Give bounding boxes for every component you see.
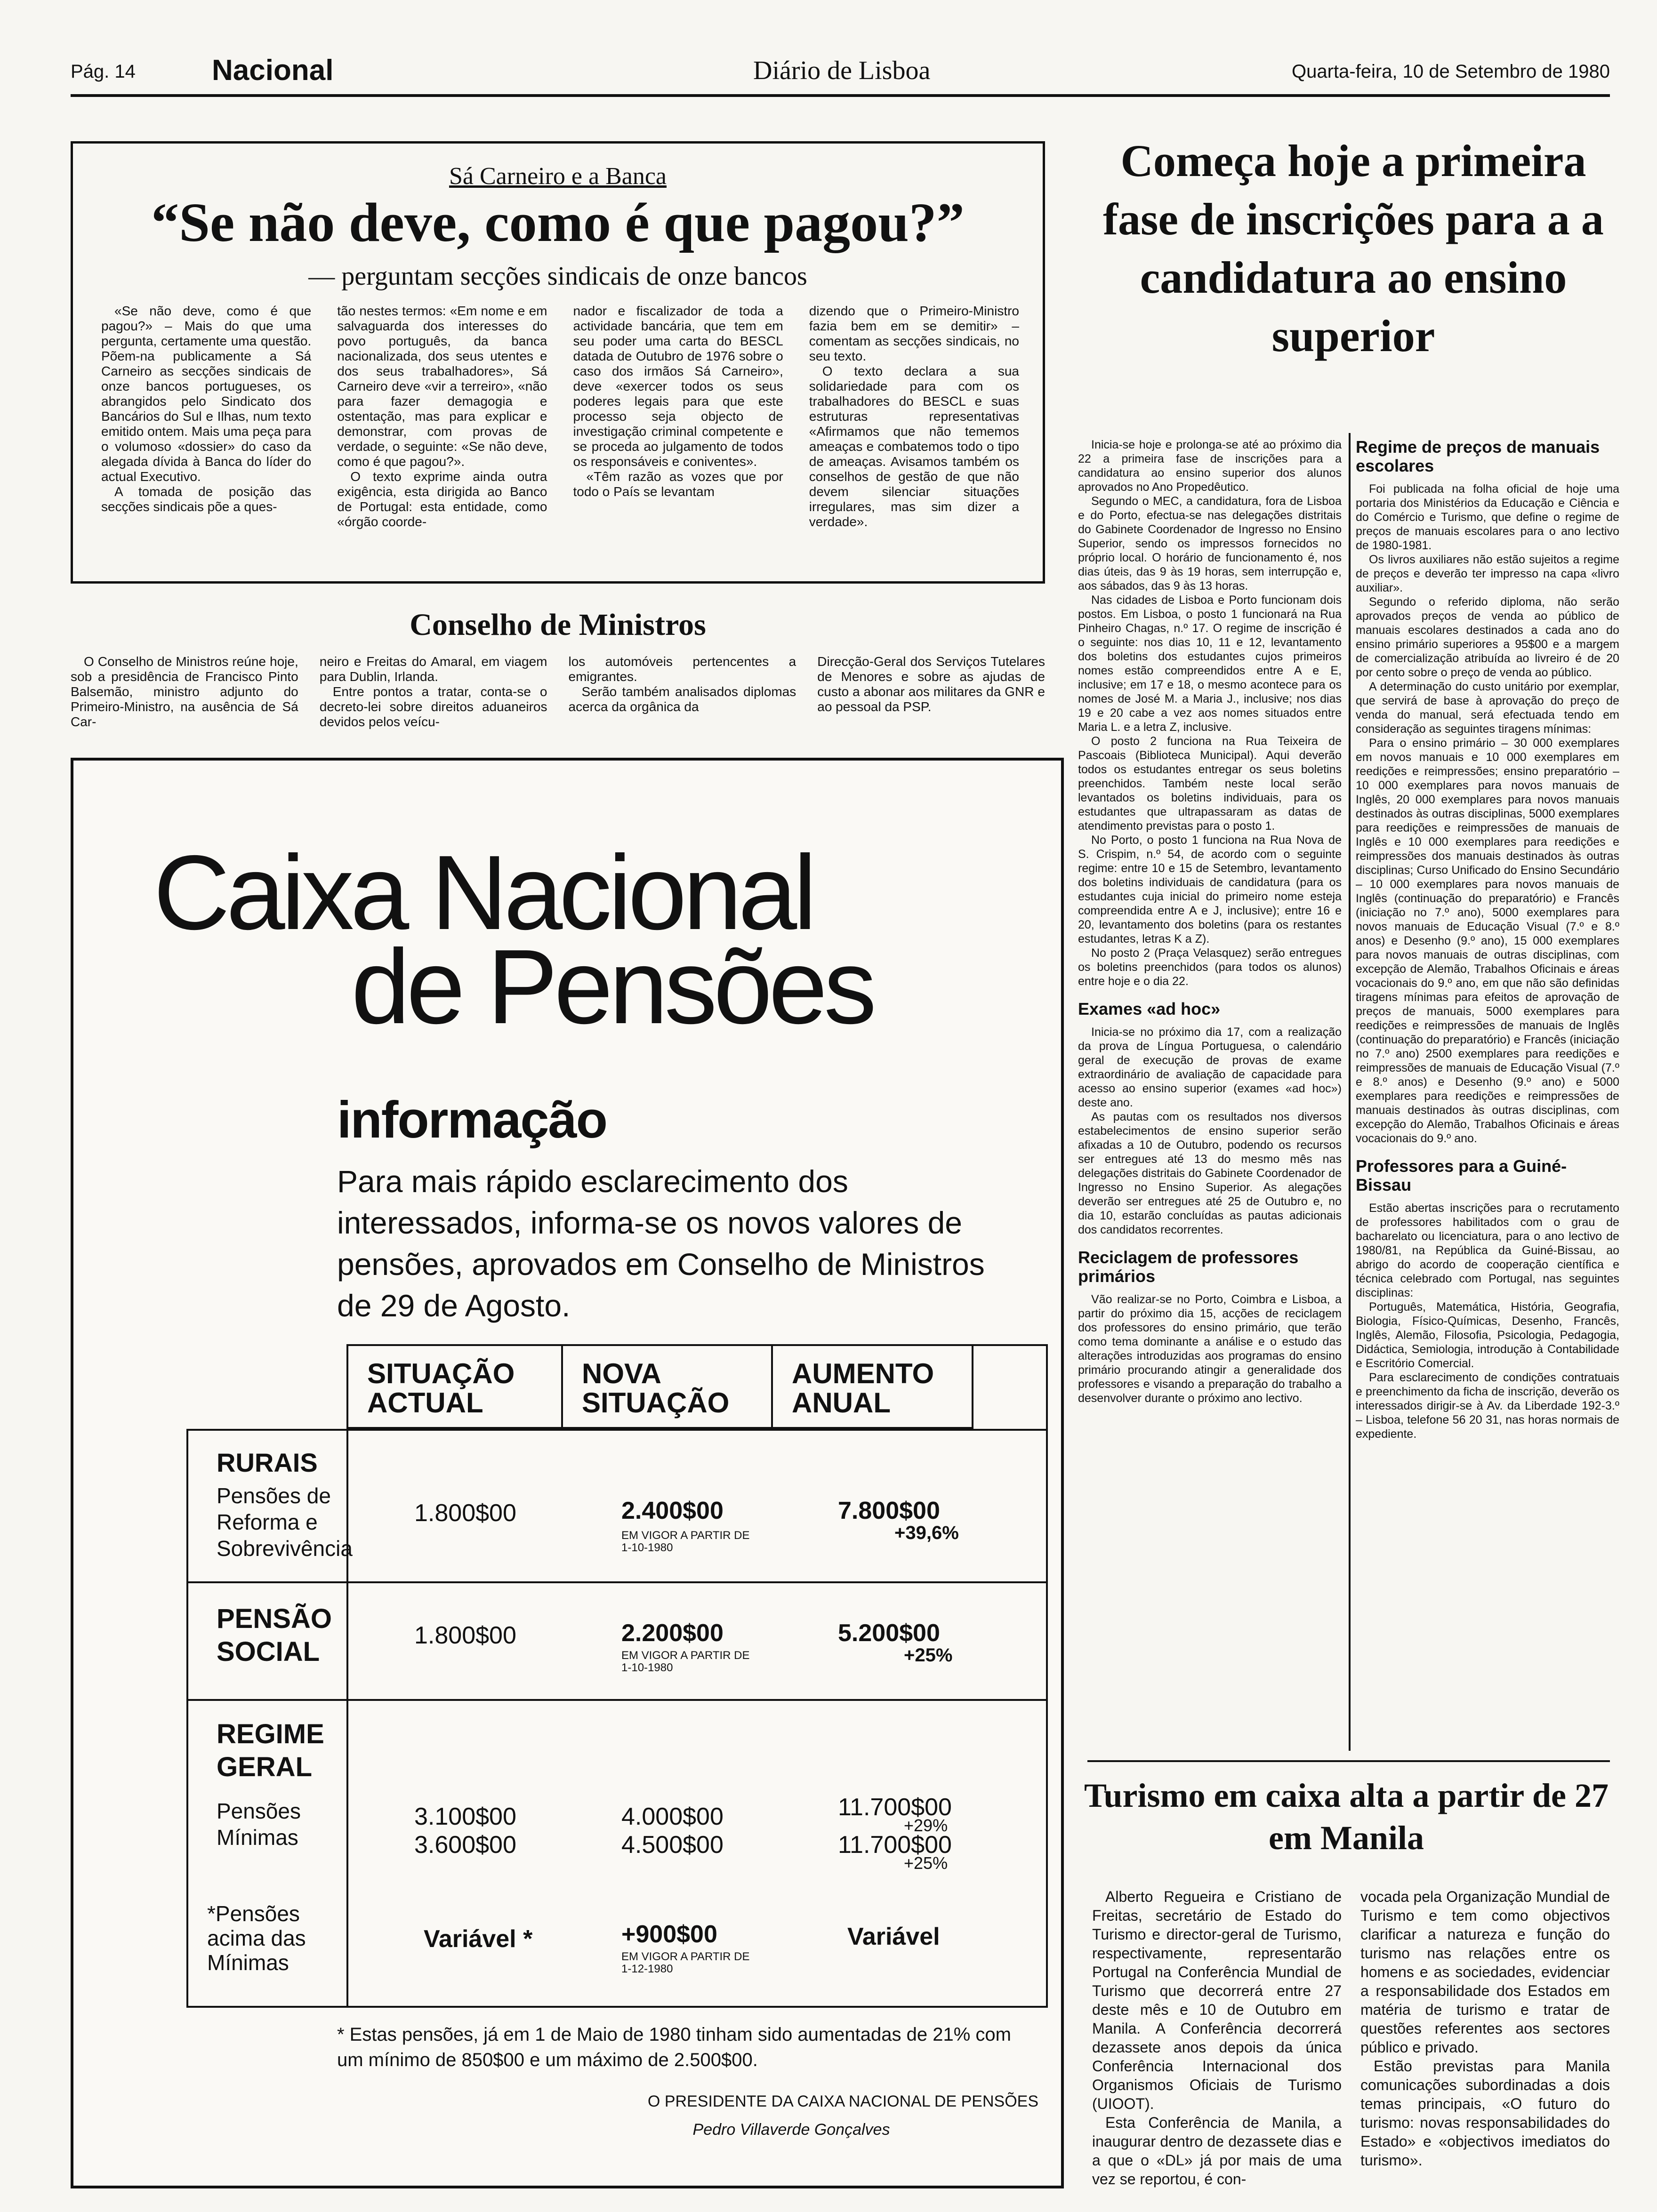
pension-advertisement	[71, 758, 1064, 2188]
body-column	[337, 304, 547, 577]
ad-title	[153, 833, 873, 1046]
paragraph: Entre pontos a tratar, conta-se o decreto-lei sobre direitos aduaneiros devidos pelos veícu-	[319, 684, 547, 729]
value-nova: 4.000$00	[621, 1803, 724, 1830]
body-column	[809, 304, 1019, 577]
paragraph: nador e fiscalizador de toda a actividade bancária, que tem em seu poder uma carta do BESCL datada de Outubro de 1976 sobre o caso dos irmãos Sá Carneiro», deve «exercer todos os seus poderes legais para que este processo seja objecto de investigação criminal competente e se proceda ao julgamento de todos os responsáveis e coniventes».	[573, 304, 783, 469]
newspaper-name: Diário de Lisboa	[753, 56, 931, 85]
value-note: EM VIGOR A PARTIR DE 1-10-1980	[621, 1529, 750, 1554]
article-kicker: Sá Carneiro e a Banca	[449, 163, 667, 190]
section-rule	[1087, 1760, 1610, 1762]
row-sublabel: *Pensões acima das Mínimas	[207, 1901, 306, 1975]
table-header	[346, 1344, 1048, 1429]
value-note: EM VIGOR A PARTIR DE 1-10-1980	[621, 1649, 750, 1674]
value-aumento: Variável	[847, 1923, 940, 1950]
paragraph: Português, Matemática, História, Geografia, Biologia, Físico-Químicas, Desenho, Francês, Inglês, Alemão, Filosofia, Psicologia, Pedagogia, Didáctica, Semiologia, introdução à Contabilidade e Escritório Comercial.	[1356, 1300, 1619, 1370]
paragraph: neiro e Freitas do Amaral, em viagem para Dublin, Irlanda.	[319, 654, 547, 684]
conselho-body	[71, 654, 1045, 748]
row-sublabel: Pensões Mínimas	[217, 1799, 301, 1850]
value-nova: 2.400$00	[621, 1497, 724, 1524]
row-label: REGIME GERAL	[217, 1719, 324, 1782]
paragraph: No posto 2 (Praça Velasquez) serão entregues os boletins preenchidos (para todos os alunos) entre hoje e o dia 22.	[1078, 946, 1342, 988]
paragraph: Segundo o referido diploma, não serão aprovados preços de venda ao público de manuais escolares destinados a cada ano do ensino primário superiores a 95$00 e a margem de comercialização atribuída ao livreiro é de 20 por cento sobre o preço de venda ao público.	[1356, 595, 1619, 679]
row-sublabel: Pensões de Reforma e Sobrevivência	[217, 1483, 353, 1561]
paragraph: As pautas com os resultados nos diversos estabelecimentos de ensino superior serão afixadas a 10 de Outubro, podendo os recursos ser entregues até 13 do mesmo mês nas delegações distritais do Gabinete Coordenador de Ingresso no Ensino Superior. As alegações deverão ser entregues até 25 de Outubro e, no dia 10, estarão concluídas as pautas adicionais dos candidatos recorrentes.	[1078, 1110, 1342, 1236]
value-percent: +25%	[904, 1645, 953, 1666]
paragraph: Serão também analisados diplomas acerca da orgânica da	[568, 684, 796, 714]
paragraph: Estão abertas inscrições para o recrutamento de professores habilitados com o grau de bacharelato ou licenciatura, para o ano lectivo de 1980/81, na República da Guiné-Bissau, ao abrigo do acordo de cooperação científica e técnica celebrado com Portugal, nas seguintes disciplinas:	[1356, 1202, 1619, 1299]
body-column	[817, 654, 1045, 748]
ad-footnote: * Estas pensões, já em 1 de Maio de 1980 tinham sido aumentadas de 21% com um mínimo de 850$00 e um máximo de 2.500$00.	[337, 2024, 1011, 2070]
ad-title-line: de Pensões	[351, 927, 873, 1046]
value-nova: 2.200$00	[621, 1619, 724, 1647]
paragraph: Vão realizar-se no Porto, Coimbra e Lisboa, a partir do próximo dia 15, acções de reciclagem dos professores do ensino primário, que terão como tema dominante a análise e o estudo das alterações introduzidas aos programas do ensino primário procurando atingir a generalidade dos professores e visando a preparação do trabalho a desenvolver durante o próximo ano lectivo.	[1078, 1293, 1342, 1405]
section-name: Nacional	[212, 54, 334, 87]
ensino-headline: Começa hoje a primeira fase de inscrições para a a candidatura ao ensino superior	[1103, 136, 1604, 361]
paragraph: «Têm razão as vozes que por todo o País se levantam	[573, 469, 783, 499]
body-column	[320, 654, 547, 748]
paragraph: Esta Conferência de Manila, a inaugurar dentro de dezassete dias e a que o «DL» já por mais de uma vez se reportou, é con-	[1092, 2114, 1342, 2188]
body-column	[573, 304, 783, 577]
body-column	[71, 654, 298, 748]
turismo-headline: Turismo em caixa alta a partir de 27 em Manila	[1084, 1777, 1609, 1857]
column-header: AUMENTO ANUAL	[771, 1344, 973, 1429]
value-actual: 3.600$00	[414, 1831, 516, 1859]
paragraph: Para esclarecimento de condições contratuais e preenchimento da ficha de inscrição, deverão os interessados dirigir-se à Av. da Liberdade 192-3.º – Lisboa, telefone 56 20 31, nas horas normais de expediente.	[1356, 1371, 1619, 1441]
paragraph: O posto 2 funciona na Rua Teixeira de Pascoais (Biblioteca Municipal). Aqui deverão todos os estudantes entregar os seus boletins preenchidos. Também neste local serão levantados os boletins individuais, para os estudantes que ultrapassaram as datas de atendimento previstas para o posto 1.	[1078, 735, 1342, 833]
turismo-body	[1092, 1887, 1610, 2188]
value-aumento: 11.700$00	[838, 1794, 952, 1821]
article-subhead: — perguntam secções sindicais de onze bancos	[308, 262, 807, 291]
row-divider	[188, 1581, 1046, 1583]
ensino-column-2	[1356, 438, 1619, 1441]
body-column	[101, 304, 311, 577]
paragraph: O Conselho de Ministros reúne hoje, sob a presidência de Francisco Pinto Balsemão, ministro adjunto do Primeiro-Ministro, na ausência de Sá Car-	[71, 654, 298, 729]
ad-subtitle: informação	[337, 1091, 607, 1149]
ad-signature-name: Pedro Villaverde Gonçalves	[692, 2121, 890, 2139]
column-header: SITUAÇÃO ACTUAL	[346, 1344, 563, 1429]
issue-date: Quarta-feira, 10 de Setembro de 1980	[1292, 61, 1610, 82]
row-divider	[188, 1699, 1046, 1701]
paragraph: vocada pela Organização Mundial de Turismo e tem como objectivos clarificar a natureza e função do turismo nas relações entre os homens e as sociedades, evidenciar a responsabilidade dos Estados em matéria de turismo e tratar de questões referentes aos sectores público e privado.	[1360, 1888, 1610, 2056]
value-aumento: 11.700$00	[838, 1831, 952, 1859]
value-actual: 1.800$00	[414, 1622, 516, 1649]
row-label: RURAIS	[217, 1448, 318, 1477]
paragraph: A tomada de posição das secções sindicais põe a ques-	[101, 484, 312, 514]
ad-signature-title: O PRESIDENTE DA CAIXA NACIONAL DE PENSÕES	[647, 2092, 1038, 2110]
ad-title-line: Caixa Nacional	[153, 833, 813, 952]
section-subhead: Exames «ad hoc»	[1078, 999, 1221, 1018]
body-column	[1360, 1887, 1610, 2188]
body-column	[569, 654, 796, 748]
paragraph: Segundo o MEC, a candidatura, fora de Lisboa e do Porto, efectua-se nas delegações distritais do Gabinete Coordenador de Ingresso no Ensino Superior, sendo os impressos fornecidos no próprio local. O horário de funcionamento é, nos dias úteis, das 9 às 19 horas, sem interrupção e, aos sábados, das 9 às 13 horas.	[1078, 495, 1342, 593]
paragraph: Estão previstas para Manila comunicações subordinadas a dois temas principais, «O futuro do turismo: novas responsabilidades do Estado» e «objectivos imediatos do turismo».	[1360, 2058, 1610, 2169]
section-subhead: Professores para a Guiné-Bissau	[1356, 1156, 1567, 1194]
paragraph: Inicia-se no próximo dia 17, com a realização da prova de Língua Portuguesa, o calendário geral de execução de provas de exame extraordinário de avaliação de capacidade para acesso ao ensino superior (exames «ad hoc») deste ano.	[1078, 1026, 1342, 1109]
paragraph: Para o ensino primário – 30 000 exemplares em novos manuais e 10 000 exemplares em reedições e reimpressões; ensino preparatório – 10 000 exemplares para novos manuais de Inglês, 20 000 exemplares para novos manuais destinados às outras disciplinas, 5000 exemplares para reedições e reimpressões de manuais de Inglês e 10 000 exemplares para reedições e reimpressões dos manuais destinados às outras disciplinas; Curso Unificado do Ensino Secundário – 10 000 exemplares para novos manuais de Inglês (continuação do preparatório) e Francês (iniciação no 7.º ano), 5000 exemplares para novos manuais de Educação Visual (7.º e 8.º anos) e Desenho (9.º ano), 15 000 exemplares para novos manuais de outras disciplinas, com excepção de Alemão, Trabalhos Oficinais e áreas vocacionais do 9.º ano, em que não são definidas tiragens mínimas para efeitos de aprovação de preços de manuais, 5000 exemplares para reedições e reimpressões de manuais de Inglês (continuação do preparatório) e Francês (iniciação no 7.º ano) 2500 exemplares para reedições e reimpressões de manuais de Educação Visual (7.º e 8.º anos) e Desenho (9.º ano) e 5000 exemplares para reedições e reimpressões de manuais destinados às outras disciplinas, com excepção do Alemão, Trabalhos Oficinais e áreas vocacionais do 9.º ano.	[1356, 737, 1619, 1145]
value-actual: 3.100$00	[414, 1803, 516, 1830]
section-subhead: Regime de preços de manuais escolares	[1356, 437, 1600, 475]
value-percent: +39,6%	[894, 1523, 959, 1543]
article-body	[101, 304, 1019, 577]
paragraph: O texto declara a sua solidariedade para com os trabalhadores do BESCL e suas estruturas representativas «Afirmamos que não tememos ameaças e combatemos todo o tipo de ameaças. Avisamos também os conselhos de gestão de que não devem silenciar situações irregulares, mas sim dizer a verdade».	[809, 364, 1019, 529]
article-headline: “Se não deve, como é que pagou?”	[151, 192, 965, 253]
paragraph: «Se não deve, como é que pagou?» – Mais do que uma pergunta, certamente uma questão. Põem-na publicamente a Sá Carneiro as secções sindicais de onze bancos portugueses, os abrangidos pelo Sindicato dos Bancários do Sul e Ilhas, num texto emitido ontem. Mais uma peça para o volumoso «dossier» do caso da alegada dívida à Banca do líder do actual Executivo.	[101, 304, 312, 484]
paragraph: tão nestes termos: «Em nome e em salvaguarda dos interesses do povo português, da banca nacionalizada, dos seus utentes e dos seus trabalhadores», Sá Carneiro deve «vir a terreiro», «não para fazer demagogia e ostentação, mas para explicar e demonstrar, com provas de verdade, o seguinte: «Se não deve, como é que pagou?».	[337, 304, 547, 469]
ad-intro: Para mais rápido esclarecimento dos interessados, informa-se os novos valores de pensões, aprovados em Conselho de Ministros de 29 de Agosto.	[337, 1164, 985, 1323]
value-actual: 1.800$00	[414, 1499, 516, 1527]
paragraph: No Porto, o posto 1 funciona na Rua Nova de S. Crispim, n.º 54, de acordo com o seguinte regime: entre 10 e 15 de Setembro, levantamento dos boletins individuais de candidatura (para os estudantes cuja inicial do primeiro nome esteja compreendida entre A e J, inclusive); entre 16 e 20, levantamento dos boletins (para os restantes estudantes, letras K a Z).	[1078, 834, 1342, 946]
body-column	[1092, 1887, 1342, 2188]
conselho-headline: Conselho de Ministros	[410, 608, 706, 642]
running-header	[71, 52, 1610, 97]
section-subhead: Reciclagem de professores primários	[1078, 1248, 1299, 1286]
value-aumento: 7.800$00	[838, 1497, 940, 1524]
paragraph: Alberto Regueira e Cristiano de Freitas, secretário de Estado do Turismo e director-geral de Turismo, respectivamente, representarão Portugal na Conferência Mundial de Turismo que decorrerá entre 27 deste mês e 10 de Outubro em Manila. A Conferência decorrerá dezassete anos depois da única Conferência Internacional dos Organismos Oficiais de Turismo (UIOOT).	[1092, 1888, 1342, 2112]
page-number: Pág. 14	[71, 61, 136, 82]
paragraph: Nas cidades de Lisboa e Porto funcionam dois postos. Em Lisboa, o posto 1 funcionará na Rua Pinheiro Chagas, n.º 17. O regime de inscrição é o seguinte: nos dias 10, 11 e 12, levantamento dos boletins dos estudantes cujos primeiros nomes estão compreendidos entre A e E, inclusive; em 17 e 18, o mesmo acontece para os nomes de José M. a Maria J., inclusive; nos dias 19 e 20 cabe a vez aos nomes situados entre Maria L. e a letra Z, inclusive.	[1078, 593, 1342, 734]
paragraph: los automóveis pertencentes a emigrantes.	[568, 654, 796, 684]
paragraph: Inicia-se hoje e prolonga-se até ao próximo dia 22 a primeira fase de inscrições para a candidatura ao ensino superior dos alunos aprovados no Ano Propedêutico.	[1078, 438, 1342, 494]
value-nova: 4.500$00	[621, 1831, 724, 1859]
paragraph: Direcção-Geral dos Serviços Tutelares de Menores e sobre as ajudas de custo a abonar aos militares da GNR e ao pessoal da PSP.	[817, 654, 1045, 714]
table-body	[186, 1429, 1048, 2008]
paragraph: O texto exprime ainda outra exigência, esta dirigida ao Banco de Portugal: esta entidade, como «órgão coorde-	[337, 469, 547, 529]
value-percent: +29%	[904, 1816, 948, 1835]
value-aumento: 5.200$00	[838, 1619, 940, 1647]
paragraph: Os livros auxiliares não estão sujeitos a regime de preços e deverão ter impresso na capa «livro auxiliar».	[1356, 553, 1619, 594]
paragraph: A determinação do custo unitário por exemplar, que servirá de base à aprovação do preço de venda do manual, será efectuada tendo em consideração as seguintes tiragens mínimas:	[1356, 680, 1619, 736]
banca-article	[71, 141, 1045, 584]
ensino-column-1	[1078, 438, 1342, 1405]
value-percent: +25%	[904, 1853, 948, 1873]
value-nova: +900$00	[621, 1921, 717, 1948]
paragraph: dizendo que o Primeiro-Ministro fazia bem em se demitir» – comentam as secções sindicais, no seu texto.	[809, 304, 1019, 363]
value-note: EM VIGOR A PARTIR DE 1-12-1980	[621, 1950, 750, 1975]
column-rule	[1349, 433, 1351, 1751]
column-header: NOVA SITUAÇÃO	[561, 1344, 773, 1429]
row-label: PENSÃO SOCIAL	[217, 1603, 332, 1667]
paragraph: Foi publicada na folha oficial de hoje uma portaria dos Ministérios da Educação e Ciência e do Comércio e Turismo, que define o regime de preços de manuais escolares para o ano lectivo de 1980-1981.	[1356, 482, 1619, 552]
value-actual: Variável *	[424, 1925, 533, 1953]
